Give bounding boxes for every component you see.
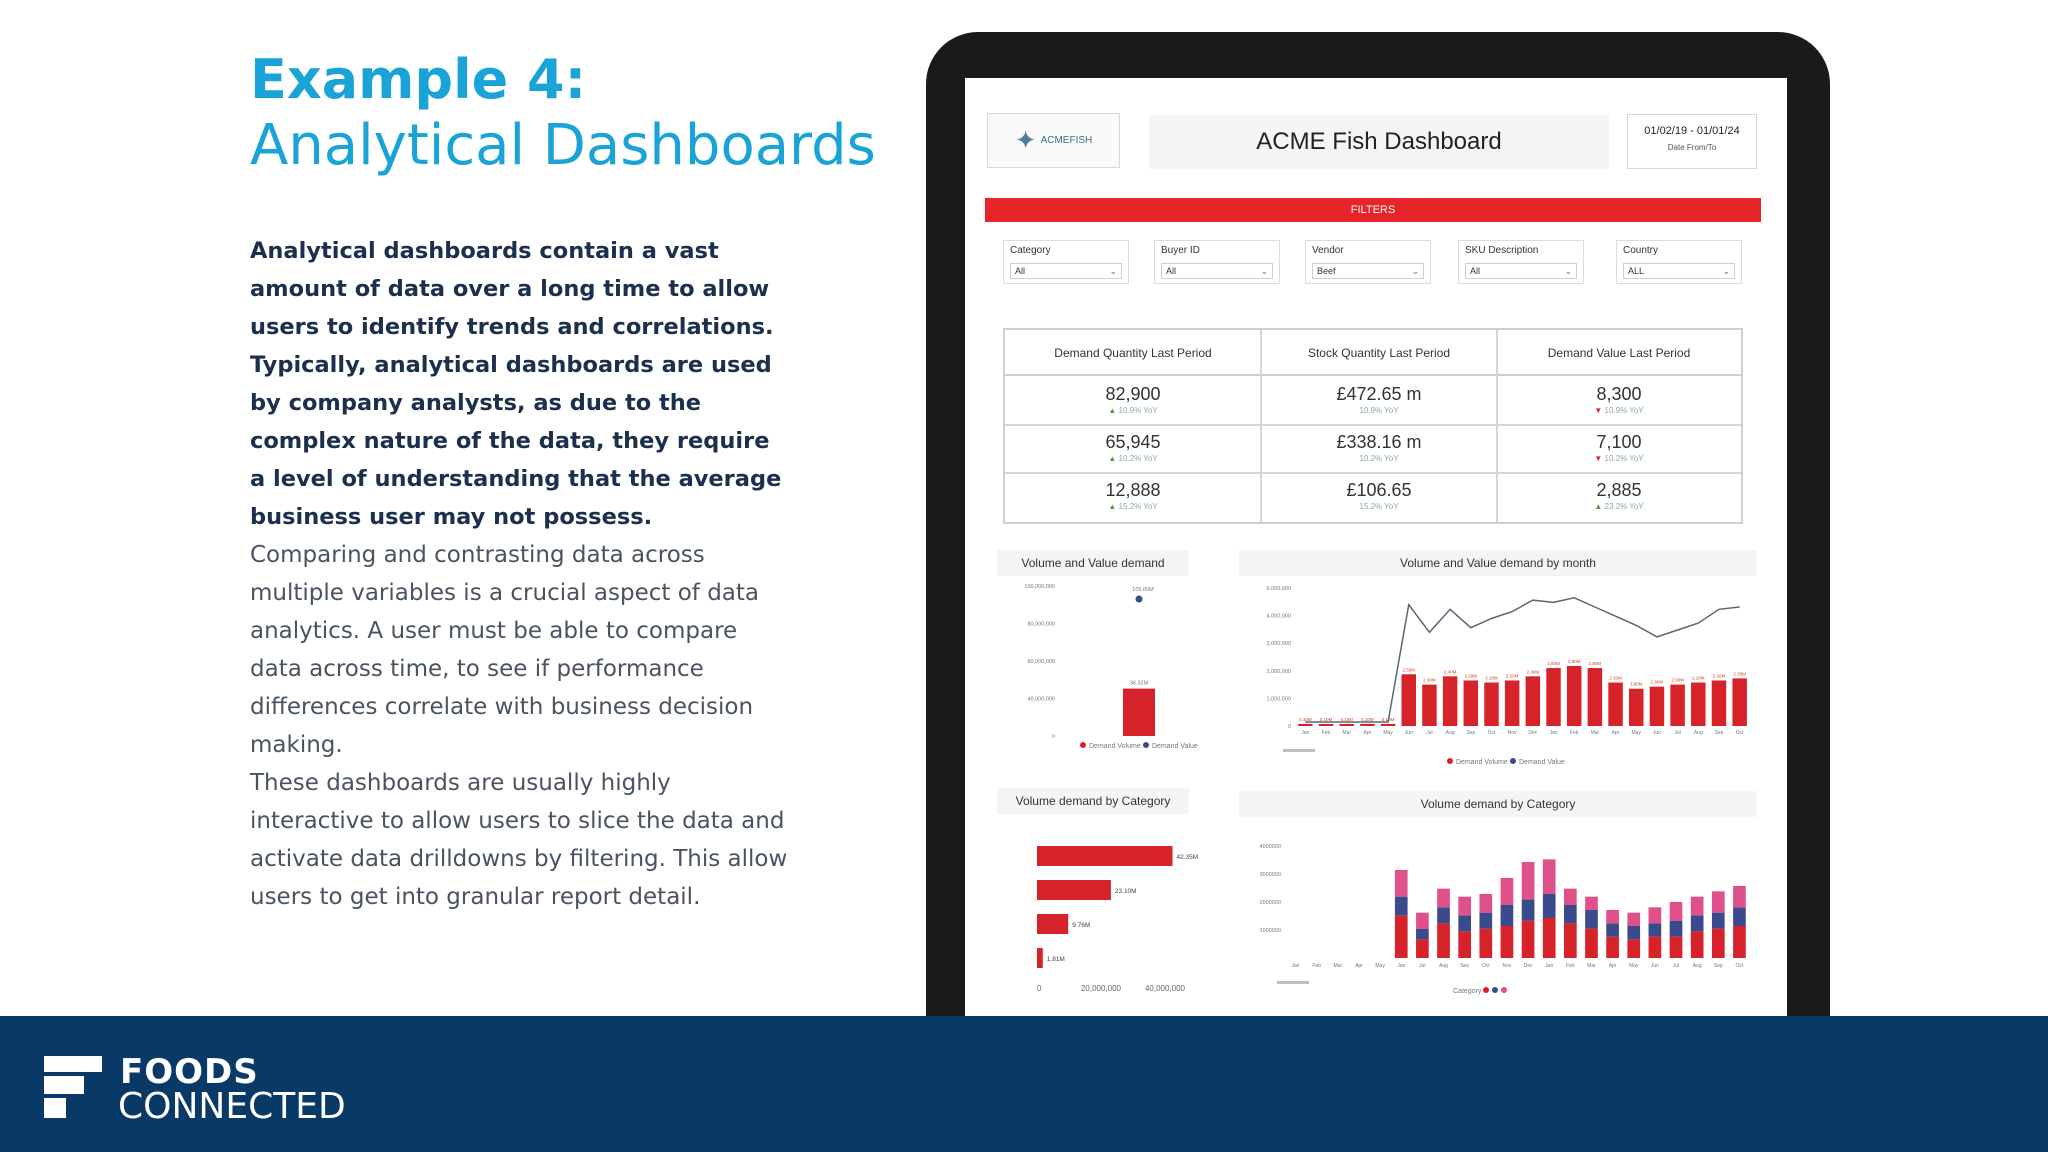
scroll-handle — [1283, 749, 1315, 752]
bar-stack-C — [1712, 891, 1725, 912]
date-range-label: Date From/To — [1667, 143, 1717, 152]
x-tick-label: Apr — [1608, 963, 1617, 969]
filter-value: All — [1015, 266, 1026, 276]
bar-month-volume — [1588, 668, 1602, 726]
x-tick-label: Aug — [1693, 730, 1703, 736]
bar-data-label: 1.90M — [1650, 679, 1664, 685]
bar-data-label: 0.10M — [1340, 716, 1353, 722]
x-tick-label: Nov — [1507, 730, 1517, 736]
y-tick-label: 0 — [1287, 724, 1291, 730]
bar-data-label: 0.10M — [1361, 716, 1374, 722]
filter-label: Buyer ID — [1161, 245, 1200, 256]
bar-stack-A — [1606, 937, 1619, 958]
bar-data-label: 2.40M — [1443, 669, 1457, 675]
bar-data-label: 2.30M — [1733, 671, 1746, 677]
bar-month-volume — [1339, 724, 1353, 726]
scroll-handle — [1277, 981, 1309, 984]
panel-title-category: Volume demand by Category — [997, 788, 1189, 814]
filter-value: ALL — [1628, 266, 1645, 276]
bar-stack-B — [1501, 905, 1514, 926]
kpi-yoy-text: 23.2% YoY — [1604, 502, 1644, 511]
bar-stack-C — [1458, 897, 1471, 916]
bar-category — [1037, 880, 1111, 900]
kpi-yoy-text: 15.2% YoY — [1118, 502, 1158, 511]
kpi-yoy-text: 10.2% YoY — [1359, 454, 1399, 463]
kpi-header-stock-quantity: Stock Quantity Last Period — [1261, 330, 1497, 376]
filter-value: All — [1470, 266, 1481, 276]
bar-stack-B — [1670, 921, 1683, 937]
x-tick-label: Jan — [1291, 963, 1300, 969]
dashboard-charts — [965, 78, 1787, 1118]
bar-stack-B — [1627, 926, 1640, 939]
bar-stack-C — [1649, 907, 1662, 923]
bar-stack-B — [1479, 913, 1492, 929]
legend-demand-volume: Demand Volume — [1080, 742, 1141, 750]
x-tick-label: Feb — [1312, 963, 1322, 969]
x-tick-label: Feb — [1321, 730, 1331, 736]
y-tick-label: 2000000 — [1259, 900, 1281, 906]
kpi-value: 12,888 — [1105, 480, 1161, 500]
bar-stack-B — [1691, 915, 1704, 931]
bar-data-label: 0.10M — [1381, 716, 1395, 722]
chevron-down-icon: ⌄ — [1109, 266, 1117, 276]
bar-stack-C — [1522, 862, 1535, 899]
bar-month-volume — [1546, 668, 1560, 726]
bar-stack-B — [1606, 923, 1619, 936]
x-tick-label: Aug — [1439, 963, 1448, 969]
bar-data-label: 2.20M — [1712, 673, 1726, 679]
x-tick-label: Jan — [1545, 963, 1554, 969]
x-tick-label: Feb — [1566, 963, 1575, 969]
legend-month-value: Demand Value — [1510, 758, 1565, 766]
legend-month-volume: Demand Volume — [1447, 758, 1508, 766]
y-tick-label: 60,000,000 — [1027, 659, 1055, 665]
bar-stack-A — [1712, 929, 1725, 958]
kpi-value: £472.65 m — [1336, 384, 1422, 404]
bar-stack-C — [1543, 859, 1556, 894]
bar-data-label: 2.80M — [1588, 661, 1602, 667]
bar-stack-C — [1606, 910, 1619, 923]
panel-title-category-month: Volume demand by Category — [1239, 791, 1757, 817]
kpi-header-demand-quantity: Demand Quantity Last Period — [1005, 330, 1261, 376]
chevron-down-icon: ⌄ — [1564, 266, 1572, 276]
y-tick-label: 40,000,000 — [1027, 696, 1055, 703]
y-tick-label: 3000000 — [1259, 872, 1281, 878]
kpi-value: £106.65 — [1346, 480, 1412, 500]
heading-topic: Analytical Dashboards — [250, 113, 876, 178]
footer-band — [0, 1016, 2048, 1152]
bar-stack-C — [1395, 870, 1408, 897]
interactivity-paragraph: These dashboards are usually highly interactive to allow users to slice the data and activate data drilldowns by filtering. This allow users to get into granular report detail. — [250, 770, 788, 910]
bar-stack-B — [1649, 923, 1662, 936]
bar-stack-C — [1564, 889, 1577, 905]
bar-month-volume — [1298, 724, 1312, 726]
x-tick-label: Apr — [1611, 730, 1620, 736]
y-tick-label: 100,000,000 — [1024, 584, 1055, 590]
x-tick-label: Mar — [1590, 730, 1600, 736]
kpi-yoy-text: 10.9% YoY — [1118, 406, 1158, 415]
bar-stack-A — [1416, 939, 1429, 958]
point-data-label: 105.00M — [1132, 587, 1154, 594]
trend-up-icon: ▲ — [1108, 502, 1117, 511]
y-tick-label: 3,000,000 — [1266, 641, 1291, 648]
brand-name-line1: FOODS — [120, 1052, 259, 1092]
point-demand-value — [1136, 596, 1143, 603]
bar-stack-C — [1691, 897, 1704, 916]
kpi-value: 7,100 — [1596, 432, 1642, 452]
x-tick-label: 20,000,000 — [1080, 984, 1122, 993]
y-tick-label: 4000000 — [1259, 844, 1281, 850]
kpi-value: 82,900 — [1105, 384, 1161, 404]
bar-category — [1037, 948, 1043, 968]
bar-data-label: 0.10M — [1319, 716, 1333, 722]
dashboard-screen — [965, 78, 1787, 1118]
filter-value: Beef — [1317, 266, 1336, 276]
y-tick-label: 1,000,000 — [1266, 696, 1291, 703]
x-tick-label: Oct — [1487, 730, 1496, 736]
y-tick-label: 1000000 — [1259, 928, 1281, 934]
bar-stack-B — [1395, 897, 1408, 916]
bar-data-label: 2.40M — [1526, 669, 1540, 675]
fish-icon: ✦ — [1014, 125, 1037, 155]
bar-month-volume — [1691, 683, 1705, 726]
y-tick-label: 4,000,000 — [1266, 613, 1291, 620]
date-range-value: 01/02/19 - 01/01/24 — [1644, 125, 1740, 137]
bar-data-label: 1.81M — [1046, 956, 1065, 963]
bar-data-label: 2.10M — [1692, 675, 1705, 681]
kpi-value: £338.16 m — [1336, 432, 1422, 452]
kpi-yoy-text: 10.2% YoY — [1118, 454, 1158, 463]
bar-data-label: 2.80M — [1547, 661, 1560, 667]
x-tick-label: Mar — [1333, 963, 1343, 969]
bar-stack-B — [1522, 899, 1535, 920]
bar-month-volume — [1484, 683, 1498, 726]
x-tick-label: Jun — [1650, 963, 1659, 969]
filter-label: Category — [1010, 245, 1051, 256]
filter-label: SKU Description — [1465, 245, 1539, 256]
bar-data-label: 2.00M — [1423, 677, 1436, 683]
y-tick-label: 2,000,000 — [1266, 668, 1291, 675]
chevron-down-icon: ⌄ — [1722, 266, 1730, 276]
legend-demand-value: Demand Value — [1143, 742, 1198, 750]
bar-category — [1037, 914, 1068, 934]
bar-stack-A — [1437, 923, 1450, 958]
y-tick-label: 6,000,000 — [1266, 586, 1291, 592]
y-tick-label: 0 — [1051, 734, 1055, 740]
bar-month-volume — [1670, 685, 1684, 726]
bar-month-volume — [1505, 680, 1519, 726]
bar-data-label: 23.10M — [1114, 888, 1137, 895]
x-tick-label: Apr — [1363, 730, 1372, 736]
bar-stack-C — [1670, 902, 1683, 921]
bar-data-label: 2.50M — [1402, 667, 1416, 673]
bar-data-label: 2.20M — [1464, 673, 1478, 679]
bar-stack-C — [1437, 889, 1450, 908]
bar-stack-A — [1458, 931, 1471, 958]
kpi-yoy-text: 10.2% YoY — [1604, 454, 1644, 463]
bar-stack-A — [1670, 937, 1683, 958]
bar-month-volume — [1567, 666, 1581, 726]
x-tick-label: Jul — [1674, 730, 1681, 736]
filter-label: Country — [1623, 245, 1659, 256]
bar-stack-A — [1564, 923, 1577, 958]
bar-data-label: 2.00M — [1671, 677, 1684, 683]
bar-data-label: 0.10M — [1299, 716, 1312, 722]
x-tick-label: May — [1631, 730, 1641, 736]
x-tick-label: Jun — [1397, 963, 1406, 969]
x-tick-label: Feb — [1569, 730, 1579, 736]
x-tick-label: Jul — [1426, 730, 1433, 736]
bar-month-volume — [1526, 676, 1540, 726]
kpi-value: 2,885 — [1596, 480, 1642, 500]
bar-stack-C — [1479, 894, 1492, 913]
x-tick-label: Dec — [1528, 730, 1538, 736]
bar-stack-B — [1585, 910, 1598, 929]
trend-down-icon: ▼ — [1594, 454, 1603, 463]
bar-month-volume — [1608, 683, 1622, 726]
x-tick-label: Sep — [1714, 730, 1724, 736]
bar-data-label: 42.35M — [1176, 854, 1199, 861]
bar-data-label: 9.76M — [1072, 922, 1091, 929]
kpi-yoy-text: 10.9% YoY — [1359, 406, 1399, 415]
bar-stack-B — [1564, 905, 1577, 924]
x-tick-label: Jun — [1652, 730, 1661, 736]
bar-data-label: 2.10M — [1485, 675, 1498, 681]
x-tick-label: Aug — [1445, 730, 1455, 736]
bar-stack-B — [1733, 907, 1746, 926]
bar-stack-C — [1733, 886, 1746, 907]
x-tick-label: Oct — [1481, 963, 1490, 969]
x-tick-label: May — [1383, 730, 1393, 736]
brand-name-line2: CONNECTED — [118, 1086, 346, 1127]
panel-title-volume-value-month: Volume and Value demand by month — [1239, 550, 1757, 576]
x-tick-label: Nov — [1502, 963, 1512, 969]
bar-stack-B — [1437, 907, 1450, 923]
bar-stack-A — [1627, 939, 1640, 958]
x-tick-label: Aug — [1692, 963, 1702, 969]
bar-stack-A — [1522, 921, 1535, 958]
bar-stack-A — [1733, 926, 1746, 958]
x-tick-label: May — [1375, 963, 1385, 969]
filter-label: Vendor — [1312, 245, 1344, 256]
bar-stack-A — [1479, 929, 1492, 958]
bar-stack-A — [1691, 931, 1704, 958]
x-tick-label: Jul — [1672, 963, 1680, 969]
foods-connected-logo-icon — [44, 1056, 104, 1120]
bar-data-label: 2.20M — [1505, 673, 1519, 679]
legend-category: Category — [1453, 987, 1510, 995]
bar-data-label: 2.10M — [1609, 675, 1622, 681]
dashboard-title: ACME Fish Dashboard — [1149, 115, 1609, 169]
bar-month-volume — [1319, 724, 1333, 726]
x-tick-label: Oct — [1735, 963, 1744, 969]
bar-month-volume — [1422, 685, 1436, 726]
x-tick-label: 40,000,000 — [1144, 984, 1186, 993]
bar-stack-C — [1501, 878, 1514, 905]
x-tick-label: Mar — [1342, 730, 1352, 736]
bar-stack-B — [1416, 929, 1429, 940]
bar-stack-A — [1543, 918, 1556, 958]
bar-stack-A — [1585, 929, 1598, 958]
x-tick-label: Jul — [1419, 963, 1426, 969]
y-tick-label: 80,000,000 — [1027, 621, 1055, 628]
x-tick-label: Jan — [1549, 730, 1558, 736]
bar-stack-B — [1712, 913, 1725, 929]
bar-month-volume — [1402, 674, 1416, 726]
x-tick-label: Mar — [1587, 963, 1596, 969]
chevron-down-icon: ⌄ — [1260, 266, 1268, 276]
bar-stack-C — [1627, 913, 1640, 926]
bar-month-volume — [1732, 678, 1746, 726]
x-tick-label: Jun — [1404, 730, 1413, 736]
bar-month-volume — [1381, 724, 1395, 726]
acme-logo-text: ACMEFISH — [1040, 135, 1093, 146]
x-tick-label: Dec — [1523, 963, 1533, 969]
filters-bar: FILTERS — [985, 198, 1761, 222]
kpi-yoy-text: 15.2% YoY — [1359, 502, 1399, 511]
x-tick-label: 0 — [1037, 984, 1042, 993]
panel-title-volume-value: Volume and Value demand — [997, 550, 1189, 576]
bar-stack-A — [1649, 937, 1662, 958]
intro-paragraph: Analytical dashboards contain a vast amount of data over a long time to allow users to identify trends and correlations. Typically, analytical dashboards are used by company analysts, as due to the complex nature of the data, they require a level of understanding that the average business user may not possess. — [250, 238, 782, 530]
bar-month-volume — [1650, 687, 1664, 726]
bar-stack-A — [1501, 926, 1514, 958]
bar-stack-C — [1416, 913, 1429, 929]
x-tick-label: Sep — [1460, 963, 1470, 969]
x-tick-label: Apr — [1355, 963, 1363, 969]
heading-example-number: Example 4: — [250, 48, 587, 111]
trend-up-icon: ▲ — [1108, 454, 1117, 463]
trend-up-icon: ▲ — [1108, 406, 1117, 415]
chevron-down-icon: ⌄ — [1411, 266, 1419, 276]
kpi-value: 8,300 — [1596, 384, 1642, 404]
bar-stack-B — [1458, 915, 1471, 931]
x-tick-label: Oct — [1735, 730, 1744, 736]
bar-stack-B — [1543, 894, 1556, 918]
kpi-header-demand-value: Demand Value Last Period — [1497, 330, 1741, 376]
x-tick-label: Sep — [1713, 963, 1723, 969]
page-heading — [250, 48, 890, 180]
bar-data-label: 1.80M — [1629, 681, 1643, 687]
bar-month-volume — [1360, 724, 1374, 726]
trend-up-icon: ▲ — [1594, 502, 1603, 511]
bar-month-volume — [1712, 680, 1726, 726]
x-tick-label: Jan — [1301, 730, 1310, 736]
kpi-value: 65,945 — [1105, 432, 1161, 452]
x-tick-label: Sep — [1466, 730, 1476, 736]
bar-category — [1037, 846, 1173, 866]
filter-value: All — [1166, 266, 1177, 276]
bar-stack-A — [1395, 915, 1408, 958]
bar-stack-C — [1585, 897, 1598, 910]
x-tick-label: May — [1629, 963, 1639, 969]
bar-month-volume — [1629, 689, 1643, 726]
bar-month-volume — [1464, 680, 1478, 726]
kpi-yoy-text: 10.9% YoY — [1604, 406, 1644, 415]
bar-data-label: 2.90M — [1567, 658, 1581, 664]
trend-down-icon: ▼ — [1594, 406, 1603, 415]
comparison-paragraph: Comparing and contrasting data across multiple variables is a crucial aspect of data analytics. A user must be able to compare data across time, to see if performance differences correlate with business decision making. — [250, 542, 759, 758]
bar-data-label: 36.32M — [1129, 680, 1149, 687]
bar-month-volume — [1443, 676, 1457, 726]
bar-demand-volume — [1123, 689, 1155, 736]
